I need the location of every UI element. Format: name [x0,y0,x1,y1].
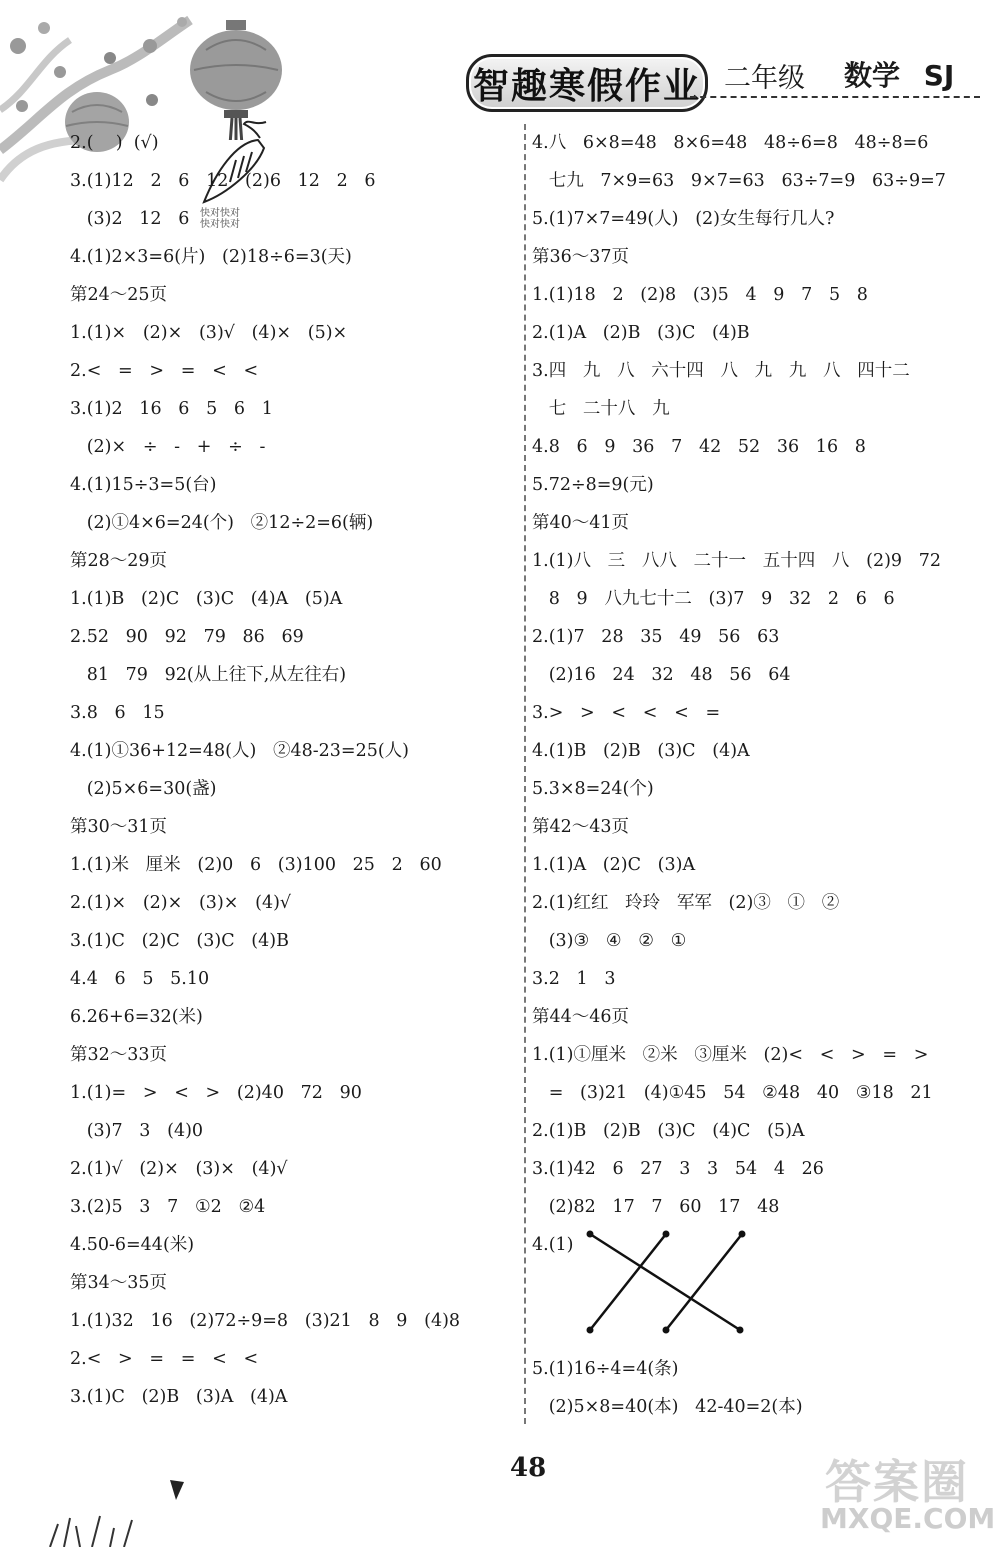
answer-line: 5.(1)16÷4=4(条) [532,1359,679,1379]
grass-illustration [40,1512,150,1547]
answer-line: 2.(1)B (2)B (3)C (4)C (5)A [532,1121,805,1141]
answer-line: 2.52 90 92 79 86 69 [70,627,304,647]
answer-line: 1.(1)米 厘米 (2)0 6 (3)100 25 2 60 [70,855,442,875]
section-heading: 第42～43页 [532,817,630,837]
answer-line: 3.> > < < < = [532,703,721,723]
sticker-label: 快对快对 快对快对 [200,208,240,230]
answer-line: 6.26+6=32(米) [70,1007,203,1027]
watermark-chinese: 答案圈 [825,1455,969,1509]
answer-line: 8 9 八九七十二 (3)7 9 32 2 6 6 [532,589,895,609]
answer-line: 4.(1) [532,1235,574,1255]
answer-line: (2)× ÷ - + ÷ - [70,437,266,457]
watermark-domain: MXQE.COM [820,1502,996,1535]
answer-line: 81 79 92(从上往下,从左往右) [70,665,347,685]
answer-line: 2.(1)√ (2)× (3)× (4)√ [70,1159,288,1179]
section-heading: 第32～33页 [70,1045,168,1065]
answer-line: 2.(1)× (2)× (3)× (4)√ [70,893,292,913]
answer-line: 4.(1)15÷3=5(台) [70,475,217,495]
answer-line: 3.(1)12 2 6 12 (2)6 12 2 6 [70,171,376,191]
answer-line: 2.(1)A (2)B (3)C (4)B [532,323,750,343]
leaf-mark-icon [168,1478,186,1502]
answer-line: 4.8 6 9 36 7 42 52 36 16 8 [532,437,866,457]
answer-line: 1.(1)× (2)× (3)√ (4)× (5)× [70,323,348,343]
answer-line: (2)16 24 32 48 56 64 [532,665,791,685]
answer-line: 1.(1)18 2 (2)8 (3)5 4 9 7 5 8 [532,285,868,305]
grade-label: 二年级 [724,63,805,94]
answer-line: 5.(1)7×7=49(人) (2)女生每行几人? [532,209,835,229]
header-dashed-rule [690,96,980,98]
answer-line: (2)5×8=40(本) 42-40=2(本) [532,1397,803,1417]
answer-line: 2.< = > = < < [70,361,259,381]
section-heading: 第34～35页 [70,1273,168,1293]
answer-line: = (3)21 (4)①45 54 ②48 40 ③18 21 [532,1083,933,1103]
answer-line: 3.(2)5 3 7 ①2 ②4 [70,1197,266,1217]
answer-line: 2.(1)红红 玲玲 军军 (2)③ ① ② [532,893,840,913]
answer-line: (2)82 17 7 60 17 48 [532,1197,780,1217]
section-heading: 第24～25页 [70,285,168,305]
answer-line: (3)7 3 (4)0 [70,1121,204,1141]
answer-line: 3.(1)C (2)C (3)C (4)B [70,931,289,951]
answer-line: 1.(1)B (2)C (3)C (4)A (5)A [70,589,343,609]
subject-name: 数学 [844,59,901,92]
answer-line: 七九 7×9=63 9×7=63 63÷7=9 63÷9=7 [532,171,946,191]
answer-line: 4.(1)①36+12=48(人) ②48-23=25(人) [70,741,409,761]
matching-lines-diagram [580,1226,760,1336]
column-divider [524,124,526,1424]
answer-line: 4.4 6 5 5.10 [70,969,210,989]
answer-line: 4.50-6=44(米) [70,1235,195,1255]
watermark [780,1440,996,1540]
answer-line: 3.(1)C (2)B (3)A (4)A [70,1387,288,1407]
edition-code: SJ [923,59,955,92]
answer-line: 3.四 九 八 六十四 八 九 九 八 四十二 [532,361,910,381]
answer-line: (2)5×6=30(盏) [70,779,217,799]
subject-label [844,54,954,94]
answer-line: 5.3×8=24(个) [532,779,654,799]
answer-line: 3.2 1 3 [532,969,616,989]
book-title: 智趣寒假作业 [466,54,708,112]
answer-line: 1.(1)32 16 (2)72÷9=8 (3)21 8 9 (4)8 [70,1311,461,1331]
answer-line: 1.(1)A (2)C (3)A [532,855,696,875]
section-heading: 第28～29页 [70,551,168,571]
answer-line: (3)2 12 6 [70,209,190,229]
answer-line: 七 二十八 九 [532,399,670,419]
answer-line: 2.< > = = < < [70,1349,259,1369]
answer-line: 2.( ) (√) [70,133,159,153]
answer-line: 3.8 6 15 [70,703,165,723]
section-heading: 第40～41页 [532,513,630,533]
page-number: 48 [510,1453,547,1483]
answer-line: 1.(1)八 三 八八 二十一 五十四 八 (2)9 72 [532,551,941,571]
answer-line: 1.(1)= > < > (2)40 72 90 [70,1083,362,1103]
answer-line: 5.72÷8=9(元) [532,475,654,495]
answer-line: 4.(1)B (2)B (3)C (4)A [532,741,750,761]
answer-line: 3.(1)42 6 27 3 3 54 4 26 [532,1159,824,1179]
section-heading: 第30～31页 [70,817,168,837]
section-heading: 第36～37页 [532,247,630,267]
section-heading: 第44～46页 [532,1007,630,1027]
answer-line: 1.(1)①厘米 ②米 ③厘米 (2)< < > = > [532,1045,929,1065]
answer-line: 2.(1)7 28 35 49 56 63 [532,627,780,647]
answer-line: (3)③ ④ ② ① [532,931,687,951]
answer-line: 4.(1)2×3=6(片) (2)18÷6=3(天) [70,247,352,267]
answer-line: 3.(1)2 16 6 5 6 1 [70,399,273,419]
answer-line: (2)①4×6=24(个) ②12÷2=6(辆) [70,513,374,533]
answer-line: 4.八 6×8=48 8×6=48 48÷6=8 48÷8=6 [532,133,929,153]
